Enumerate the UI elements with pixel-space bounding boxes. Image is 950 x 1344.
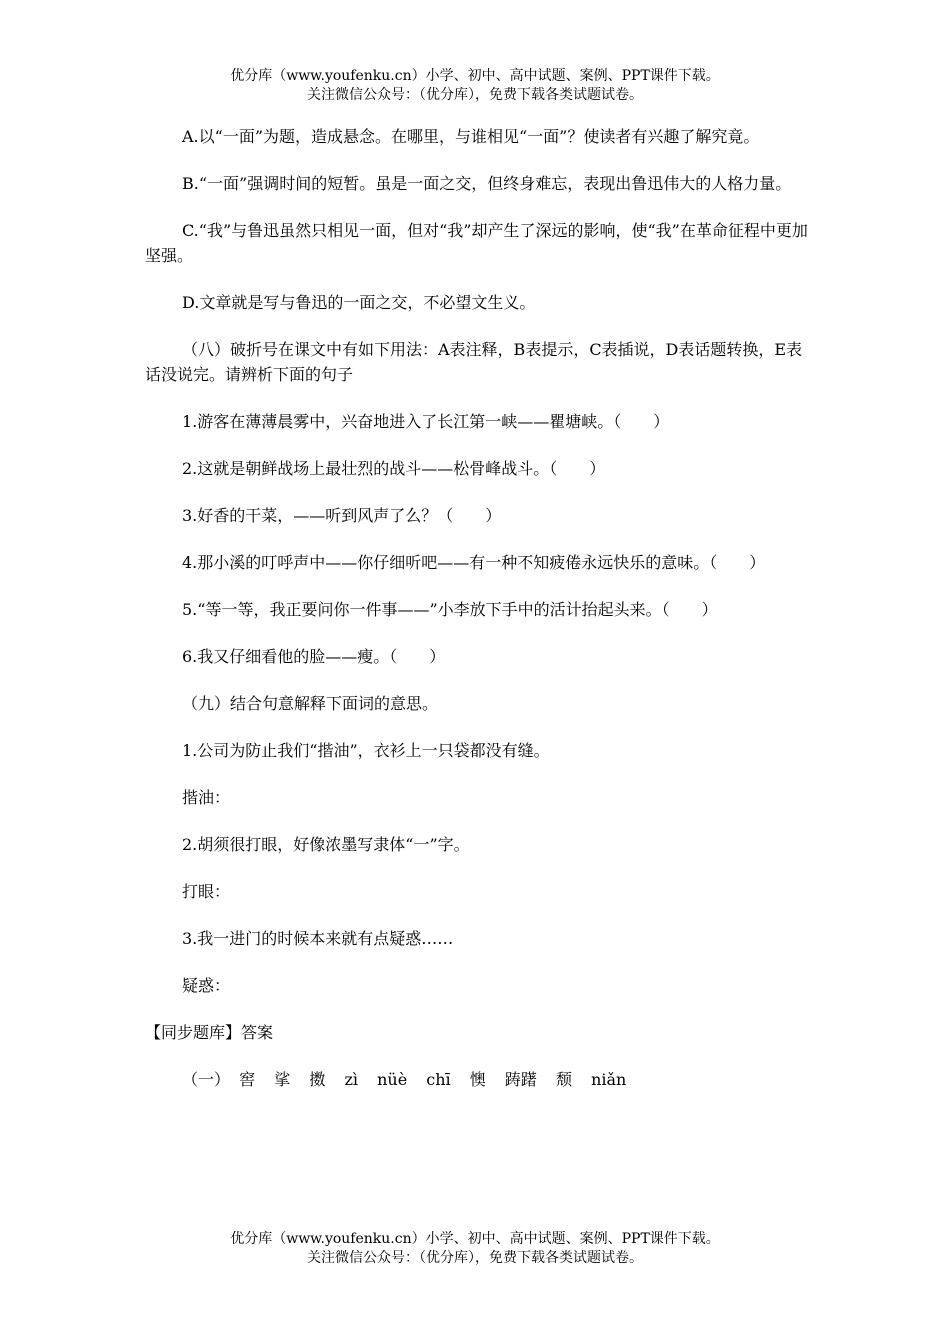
answer-item: 踌躇 <box>504 1070 537 1089</box>
option-c: C.“我”与鲁迅虽然只相见一面，但对“我”却产生了深远的影响，使“我”在革命征程中更加坚强。 <box>145 221 808 265</box>
section-8-item-5: 5.“等一等，我正要问你一件事——”小李放下手中的活计抬起头来。（ ） <box>182 600 718 619</box>
section-9-answer-1: 揩油： <box>182 788 231 807</box>
answer-item: zì <box>344 1070 358 1089</box>
section-8-item-4: 4.那小溪的叮呼声中——你仔细听吧——有一种不知疲倦永远快乐的意味。（ ） <box>182 553 766 572</box>
section-8-item-2: 2.这就是朝鲜战场上最壮烈的战斗——松骨峰战斗。（ ） <box>182 459 606 478</box>
option-a: A.以“一面”为题，造成悬念。在哪里，与谁相见“一面”？使读者有兴趣了解究竟。 <box>182 127 760 146</box>
answers-row-1 <box>145 1067 815 1092</box>
section-9-answer-3: 疑惑： <box>182 976 231 995</box>
answer-item: 懊 <box>469 1070 486 1089</box>
header-line-1: 优分库（www.youfenku.cn）小学、初中、高中试题、案例、PPT课件下载。 <box>230 68 720 84</box>
option-d: D.文章就是写与鲁迅的一面之交，不必望文生义。 <box>182 293 536 312</box>
section-9-answer-2: 打眼： <box>182 882 231 901</box>
page-header <box>0 67 950 105</box>
answer-item: 挲 <box>274 1070 291 1089</box>
answers-heading: 【同步题库】答案 <box>145 1023 274 1042</box>
section-9-question-2: 2.胡须很打眼，好像浓墨写隶体“一”字。 <box>182 835 470 854</box>
section-8-item-6: 6.我又仔细看他的脸——瘦。（ ） <box>182 647 446 666</box>
answer-item: 颓 <box>555 1070 572 1089</box>
answer-row-label: （一） <box>182 1070 231 1089</box>
answer-item: 擞 <box>309 1070 326 1089</box>
section-9-title: （九）结合句意解释下面词的意思。 <box>182 694 439 713</box>
header-line-2: 关注微信公众号：（优分库），免费下载各类试题试卷。 <box>307 87 643 103</box>
option-b: B.“一面”强调时间的短暂。虽是一面之交，但终身难忘，表现出鲁迅伟大的人格力量。 <box>182 174 792 193</box>
section-8-item-1: 1.游客在薄薄晨雾中，兴奋地进入了长江第一峡——瞿塘峡。（ ） <box>182 412 670 431</box>
answer-item: niǎn <box>591 1070 627 1089</box>
document-body <box>145 124 815 1114</box>
section-8-title: （八）破折号在课文中有如下用法：A表注释，B表提示，C表插说，D表话题转换，E表话没说完。请辨析下面的句子 <box>145 340 803 384</box>
answer-item: chī <box>426 1070 451 1089</box>
footer-line-2: 关注微信公众号：（优分库），免费下载各类试题试卷。 <box>307 1250 643 1266</box>
section-9-question-3: 3.我一进门的时候本来就有点疑惑…… <box>182 929 454 948</box>
answer-item: 窖 <box>239 1070 256 1089</box>
section-8-item-3: 3.好香的干菜，——听到风声了么？（ ） <box>182 506 502 525</box>
section-9-question-1: 1.公司为防止我们“揩油”，衣衫上一只袋都没有缝。 <box>182 741 550 760</box>
footer-line-1: 优分库（www.youfenku.cn）小学、初中、高中试题、案例、PPT课件下载。 <box>230 1231 720 1247</box>
page-footer <box>0 1230 950 1268</box>
answer-item: nüè <box>377 1070 408 1089</box>
